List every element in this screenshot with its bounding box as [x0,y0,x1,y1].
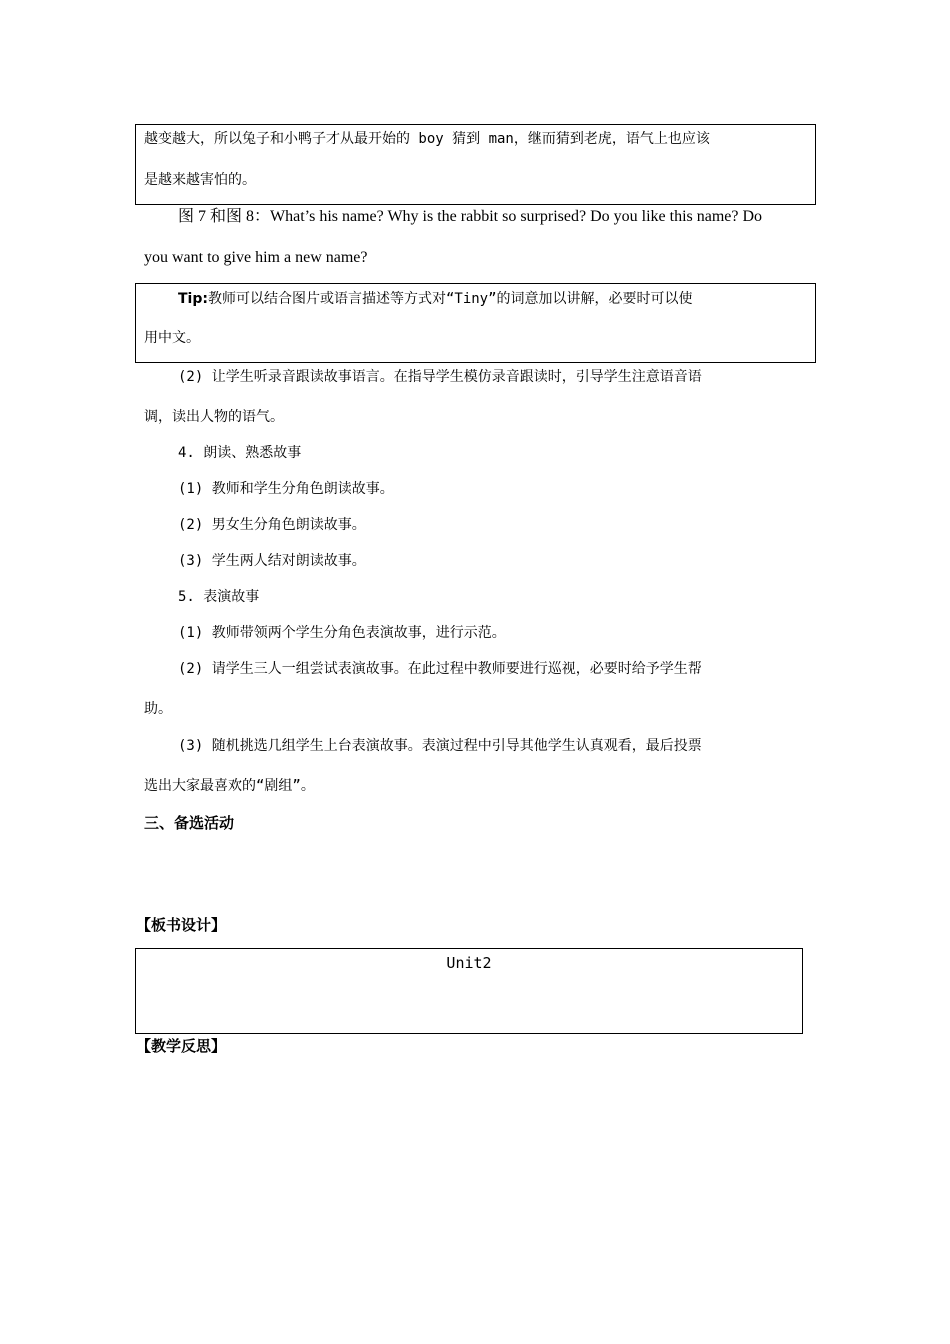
board-title: Unit2 [446,954,492,972]
step5-item1: (1) 教师带领两个学生分角色表演故事，进行示范。 [178,625,506,641]
tip-label: Tip: [178,291,208,307]
board-heading: 【板书设计】 [136,916,227,934]
step3-item2-line-1: (2) 让学生听录音跟读故事语言。在指导学生模仿录音跟读时，引导学生注意语音语 [178,369,702,385]
step4-heading: 4. 朗读、熟悉故事 [178,445,302,461]
note-box-continuation [135,124,816,205]
tip-text-1: 教师可以结合图片或语言描述等方式对“Tiny”的词意加以讲解，必要时可以使 [207,291,693,307]
step5-item3-line-2: 选出大家最喜欢的“剧组”。 [144,778,315,794]
step5-heading: 5. 表演故事 [178,589,260,605]
tip-box [135,283,816,363]
tip-line-2: 用中文。 [144,330,200,346]
figure-7-8-line-2: you want to give him a new name? [144,249,368,266]
step5-item2-line-1: (2) 请学生三人一组尝试表演故事。在此过程中教师要进行巡视，必要时给予学生帮 [178,661,702,677]
figure-7-8-line-1: 图 7 和图 8：What’s his name? Why is the rabbit so surprised? Do you like this name? Do [178,208,763,225]
step4-item1: (1) 教师和学生分角色朗读故事。 [178,481,394,497]
reflection-heading: 【教学反思】 [136,1037,227,1055]
step5-item2-line-2: 助。 [144,701,172,717]
board-design-box [135,948,803,1034]
note-line-2: 是越来越害怕的。 [144,172,256,188]
section3-heading: 三、备选活动 [144,814,235,832]
tip-line-1 [178,288,693,309]
step3-item2-line-2: 调，读出人物的语气。 [144,409,284,425]
step4-item2: (2) 男女生分角色朗读故事。 [178,517,366,533]
step4-item3: (3) 学生两人结对朗读故事。 [178,553,366,569]
note-line-1: 越变越大，所以兔子和小鸭子才从最开始的 boy 猜到 man，继而猜到老虎，语气上也应该 [144,131,710,147]
step5-item3-line-1: (3) 随机挑选几组学生上台表演故事。表演过程中引导其他学生认真观看，最后投票 [178,738,702,754]
